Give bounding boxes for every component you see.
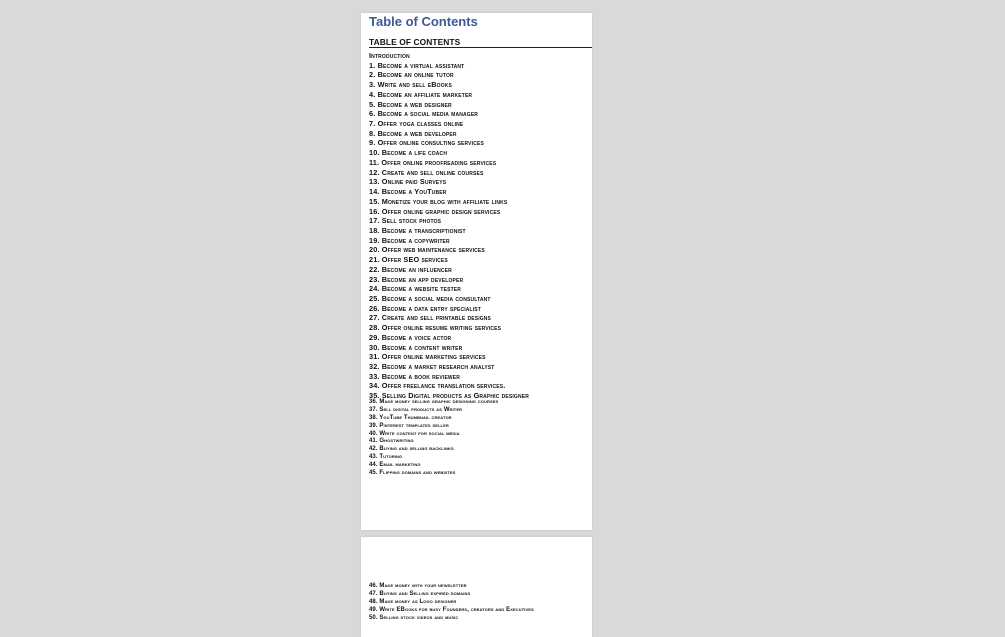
toc-entry[interactable]: 30. Become a content writer <box>369 342 463 352</box>
toc-entry[interactable]: 9. Offer online consulting services <box>369 138 484 148</box>
toc-entry[interactable]: 28. Offer online resume writing services <box>369 323 502 333</box>
toc-entry[interactable]: 48. Make money as Logo designer <box>369 598 457 605</box>
toc-entry[interactable]: 31. Offer online marketing services <box>369 352 486 362</box>
toc-entry[interactable]: 4. Become an affiliate marketer <box>369 89 473 99</box>
toc-entry[interactable]: 36. Make money selling graphic designing courses <box>369 399 499 405</box>
toc-entry[interactable]: 19. Become a copywriter <box>369 235 450 245</box>
toc-entry[interactable]: 20. Offer web maintenance services <box>369 245 485 255</box>
document-page-1 <box>361 13 592 530</box>
toc-entry[interactable]: 15. Monetize your blog with affiliate links <box>369 196 508 206</box>
toc-entry[interactable]: 32. Become a market research analyst <box>369 362 495 371</box>
toc-entry[interactable]: 21. Offer SEO services <box>369 255 448 265</box>
toc-entry[interactable]: 6. Become a social media manager <box>369 109 479 119</box>
toc-entry[interactable]: 46. Make money with your newsletter <box>369 583 467 589</box>
toc-entry[interactable]: 35. Selling Digital products as Graphic designer <box>369 391 529 401</box>
toc-entry[interactable]: Introduction <box>369 51 410 60</box>
toc-entry[interactable]: 27. Create and sell printable designs <box>369 313 492 323</box>
toc-entry[interactable]: 13. Online paid Surveys <box>369 177 447 187</box>
toc-entry[interactable]: 1. Become a virtual assistant <box>369 60 465 70</box>
toc-entry[interactable]: 8. Become a web developer <box>369 128 457 138</box>
toc-entry[interactable]: 22. Become an influencer <box>369 264 452 274</box>
toc-entry[interactable]: 45. Flipping domains and websites <box>369 470 456 477</box>
toc-list-small <box>369 399 498 478</box>
toc-entry[interactable]: 7. Offer yoga classes online <box>369 119 464 129</box>
toc-entry[interactable]: 33. Become a book reviewer <box>369 371 461 381</box>
toc-entry[interactable]: 42. Buying and selling backlinks <box>369 446 454 453</box>
toc-entry[interactable]: 16. Offer online graphic design services <box>369 206 501 216</box>
toc-entry[interactable]: 29. Become a voice actor <box>369 332 452 342</box>
toc-entry[interactable]: 25. Become a social media consultant <box>369 293 491 303</box>
toc-entry[interactable]: 43. Tutoring <box>369 454 403 461</box>
toc-entry[interactable]: 23. Become an app developer <box>369 274 464 284</box>
toc-list-main <box>369 51 529 401</box>
toc-entry[interactable]: 44. Email marketing <box>369 462 421 469</box>
toc-entry[interactable]: 37. Sell digital products as Writer <box>369 406 463 413</box>
document-page-2 <box>361 537 592 637</box>
toc-entry[interactable]: 49. Write EBooks for busy Founders, creators and Executives <box>369 606 534 613</box>
toc-entry[interactable]: 18. Become a transcriptionist <box>369 225 466 235</box>
toc-entry[interactable]: 47. Buying and Selling expired domains <box>369 590 471 597</box>
toc-heading: TABLE OF CONTENTS <box>369 37 461 47</box>
toc-entry[interactable]: 11. Offer online proofreading services <box>369 157 497 167</box>
toc-entry[interactable]: 38. YouTube Thumbnail creator <box>369 414 452 421</box>
toc-entry[interactable]: 3. Write and sell eBooks <box>369 80 453 90</box>
toc-entry[interactable]: 2. Become an online tutor <box>369 70 454 80</box>
toc-entry[interactable]: 24. Become a website tester <box>369 284 462 294</box>
toc-entry[interactable]: 10. Become a life coach <box>369 148 448 158</box>
document-title: Table of Contents <box>369 14 478 29</box>
toc-entry[interactable]: 50. Selling stock videos and music <box>369 614 459 621</box>
heading-rule <box>369 47 592 48</box>
toc-entry[interactable]: 17. Sell stock photos <box>369 216 442 226</box>
toc-entry[interactable]: 26. Become a data entry specialist <box>369 303 481 313</box>
toc-entry[interactable]: 40. Write content for social media <box>369 430 460 437</box>
toc-entry[interactable]: 12. Create and sell online courses <box>369 167 484 177</box>
toc-entry[interactable]: 14. Become a YouTuber <box>369 187 447 197</box>
toc-list-page-2 <box>369 583 534 622</box>
toc-entry[interactable]: 5. Become a web designer <box>369 99 452 109</box>
toc-entry[interactable]: 34. Offer freelance translation services. <box>369 381 506 391</box>
toc-entry[interactable]: 41. Ghostwriting <box>369 438 414 445</box>
toc-entry[interactable]: 39. Pinterest templates seller <box>369 422 449 429</box>
